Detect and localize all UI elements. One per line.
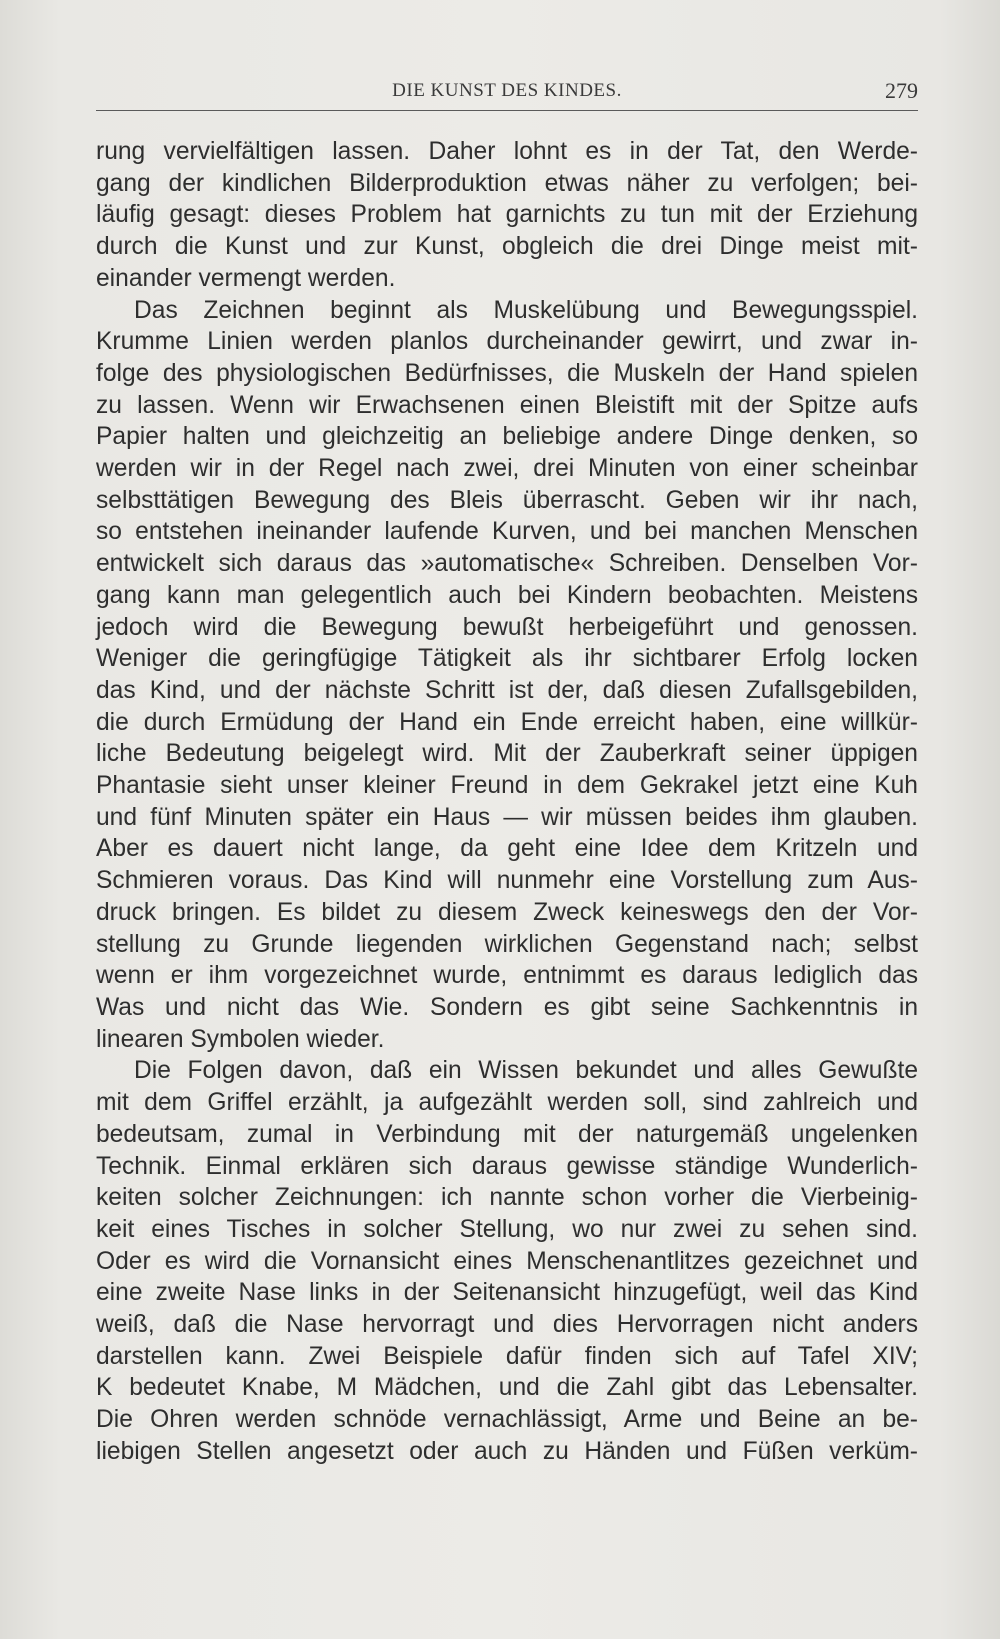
text-line: Die Folgen davon, daß ein Wissen bekundet und alles Gewußte <box>134 1057 918 1085</box>
text-line: gang kann man gelegentlich auch bei Kindern beobachten. Meistens <box>96 581 918 609</box>
text-line: mit dem Griffel erzählt, ja aufgezählt werden soll, sind zahlreich und <box>96 1089 918 1117</box>
text-line: durch die Kunst und zur Kunst, obgleich die drei Dinge meist mit- <box>96 233 918 261</box>
paragraph-2 <box>96 295 918 1056</box>
text-line: keit eines Tisches in solcher Stellung, wo nur zwei zu sehen sind. <box>96 1215 918 1243</box>
text-line: keiten solcher Zeichnungen: ich nannte schon vorher die Vierbeinig- <box>96 1184 918 1212</box>
paragraph-3 <box>96 1055 918 1467</box>
text-line: liebigen Stellen angesetzt oder auch zu Händen und Füßen verküm- <box>96 1437 918 1465</box>
running-title: DIE KUNST DES KINDES. <box>392 80 622 101</box>
text-line: rung vervielfältigen lassen. Daher lohnt es in der Tat, den Werde- <box>96 138 918 165</box>
text-line: Weniger die geringfügige Tätigkeit als ihr sichtbarer Erfolg locken <box>96 645 918 673</box>
text-line: wenn er ihm vorgezeichnet wurde, entnimmt es daraus lediglich das <box>96 962 918 990</box>
page-number: 279 <box>885 78 918 103</box>
text-line: werden wir in der Regel nach zwei, drei Minuten von einer scheinbar <box>96 455 918 483</box>
text-line: Papier halten und gleichzeitig an beliebige andere Dinge denken, so <box>96 423 918 451</box>
text-line: Schmieren voraus. Das Kind will nunmehr eine Vorstellung zum Aus- <box>96 867 918 895</box>
text-line: läufig gesagt: dieses Problem hat garnichts zu tun mit der Erziehung <box>96 201 918 229</box>
text-line: linearen Symbolen wieder. <box>96 1025 385 1053</box>
text-line: zu lassen. Wenn wir Erwachsenen einen Bleistift mit der Spitze aufs <box>96 391 918 419</box>
page-header <box>96 78 918 111</box>
text-line: so entstehen ineinander laufende Kurven, und bei manchen Menschen <box>96 518 918 546</box>
text-line: selbsttätigen Bewegung des Bleis überrascht. Geben wir ihr nach, <box>96 486 918 514</box>
text-line: gang der kindlichen Bilderproduktion etwas näher zu verfolgen; bei- <box>96 169 918 197</box>
text-line: folge des physiologischen Bedürfnisses, die Muskeln der Hand spielen <box>96 359 918 387</box>
text-line: eine zweite Nase links in der Seitenansicht hinzugefügt, weil das Kind <box>96 1279 918 1307</box>
text-line: weiß, daß die Nase hervorragt und dies Hervorragen nicht anders <box>96 1311 918 1339</box>
text-line: Krumme Linien werden planlos durcheinander gewirrt, und zwar in- <box>96 328 918 356</box>
text-line: die durch Ermüdung der Hand ein Ende erreicht haben, eine willkür- <box>96 708 918 736</box>
body-text <box>96 136 918 1468</box>
text-line: Aber es dauert nicht lange, da geht eine Idee dem Kritzeln und <box>96 835 918 863</box>
text-line: Die Ohren werden schnöde vernachlässigt, Arme und Beine an be- <box>96 1406 918 1434</box>
text-line: darstellen kann. Zwei Beispiele dafür finden sich auf Tafel XIV; <box>96 1342 918 1370</box>
text-line: einander vermengt werden. <box>96 264 396 292</box>
text-line: Oder es wird die Vornansicht eines Menschenantlitzes gezeichnet und <box>96 1247 918 1275</box>
text-line: bedeutsam, zumal in Verbindung mit der naturgemäß ungelenken <box>96 1120 918 1148</box>
text-line: liche Bedeutung beigelegt wird. Mit der Zauberkraft seiner üppigen <box>96 740 918 768</box>
text-line: K bedeutet Knabe, M Mädchen, und die Zahl gibt das Lebensalter. <box>96 1374 918 1402</box>
text-line: das Kind, und der nächste Schritt ist der, daß diesen Zufallsgebilden, <box>96 676 918 704</box>
text-line: entwickelt sich daraus das »automatische« Schreiben. Denselben Vor- <box>96 550 918 578</box>
text-line: Technik. Einmal erklären sich daraus gewisse ständige Wunderlich- <box>96 1152 918 1180</box>
text-line: und fünf Minuten später ein Haus — wir müssen beides ihm glauben. <box>96 803 918 831</box>
text-line: druck bringen. Es bildet zu diesem Zweck keineswegs den der Vor- <box>96 898 918 926</box>
paragraph-1 <box>96 136 918 295</box>
text-line: Was und nicht das Wie. Sondern es gibt seine Sachkenntnis in <box>96 993 918 1021</box>
text-line: Das Zeichnen beginnt als Muskelübung und Bewegungsspiel. <box>134 296 918 324</box>
text-line: Phantasie sieht unser kleiner Freund in dem Gekrakel jetzt eine Kuh <box>96 772 918 800</box>
text-line: stellung zu Grunde liegenden wirklichen Gegenstand nach; selbst <box>96 930 918 958</box>
text-line: jedoch wird die Bewegung bewußt herbeigeführt und genossen. <box>96 613 918 641</box>
